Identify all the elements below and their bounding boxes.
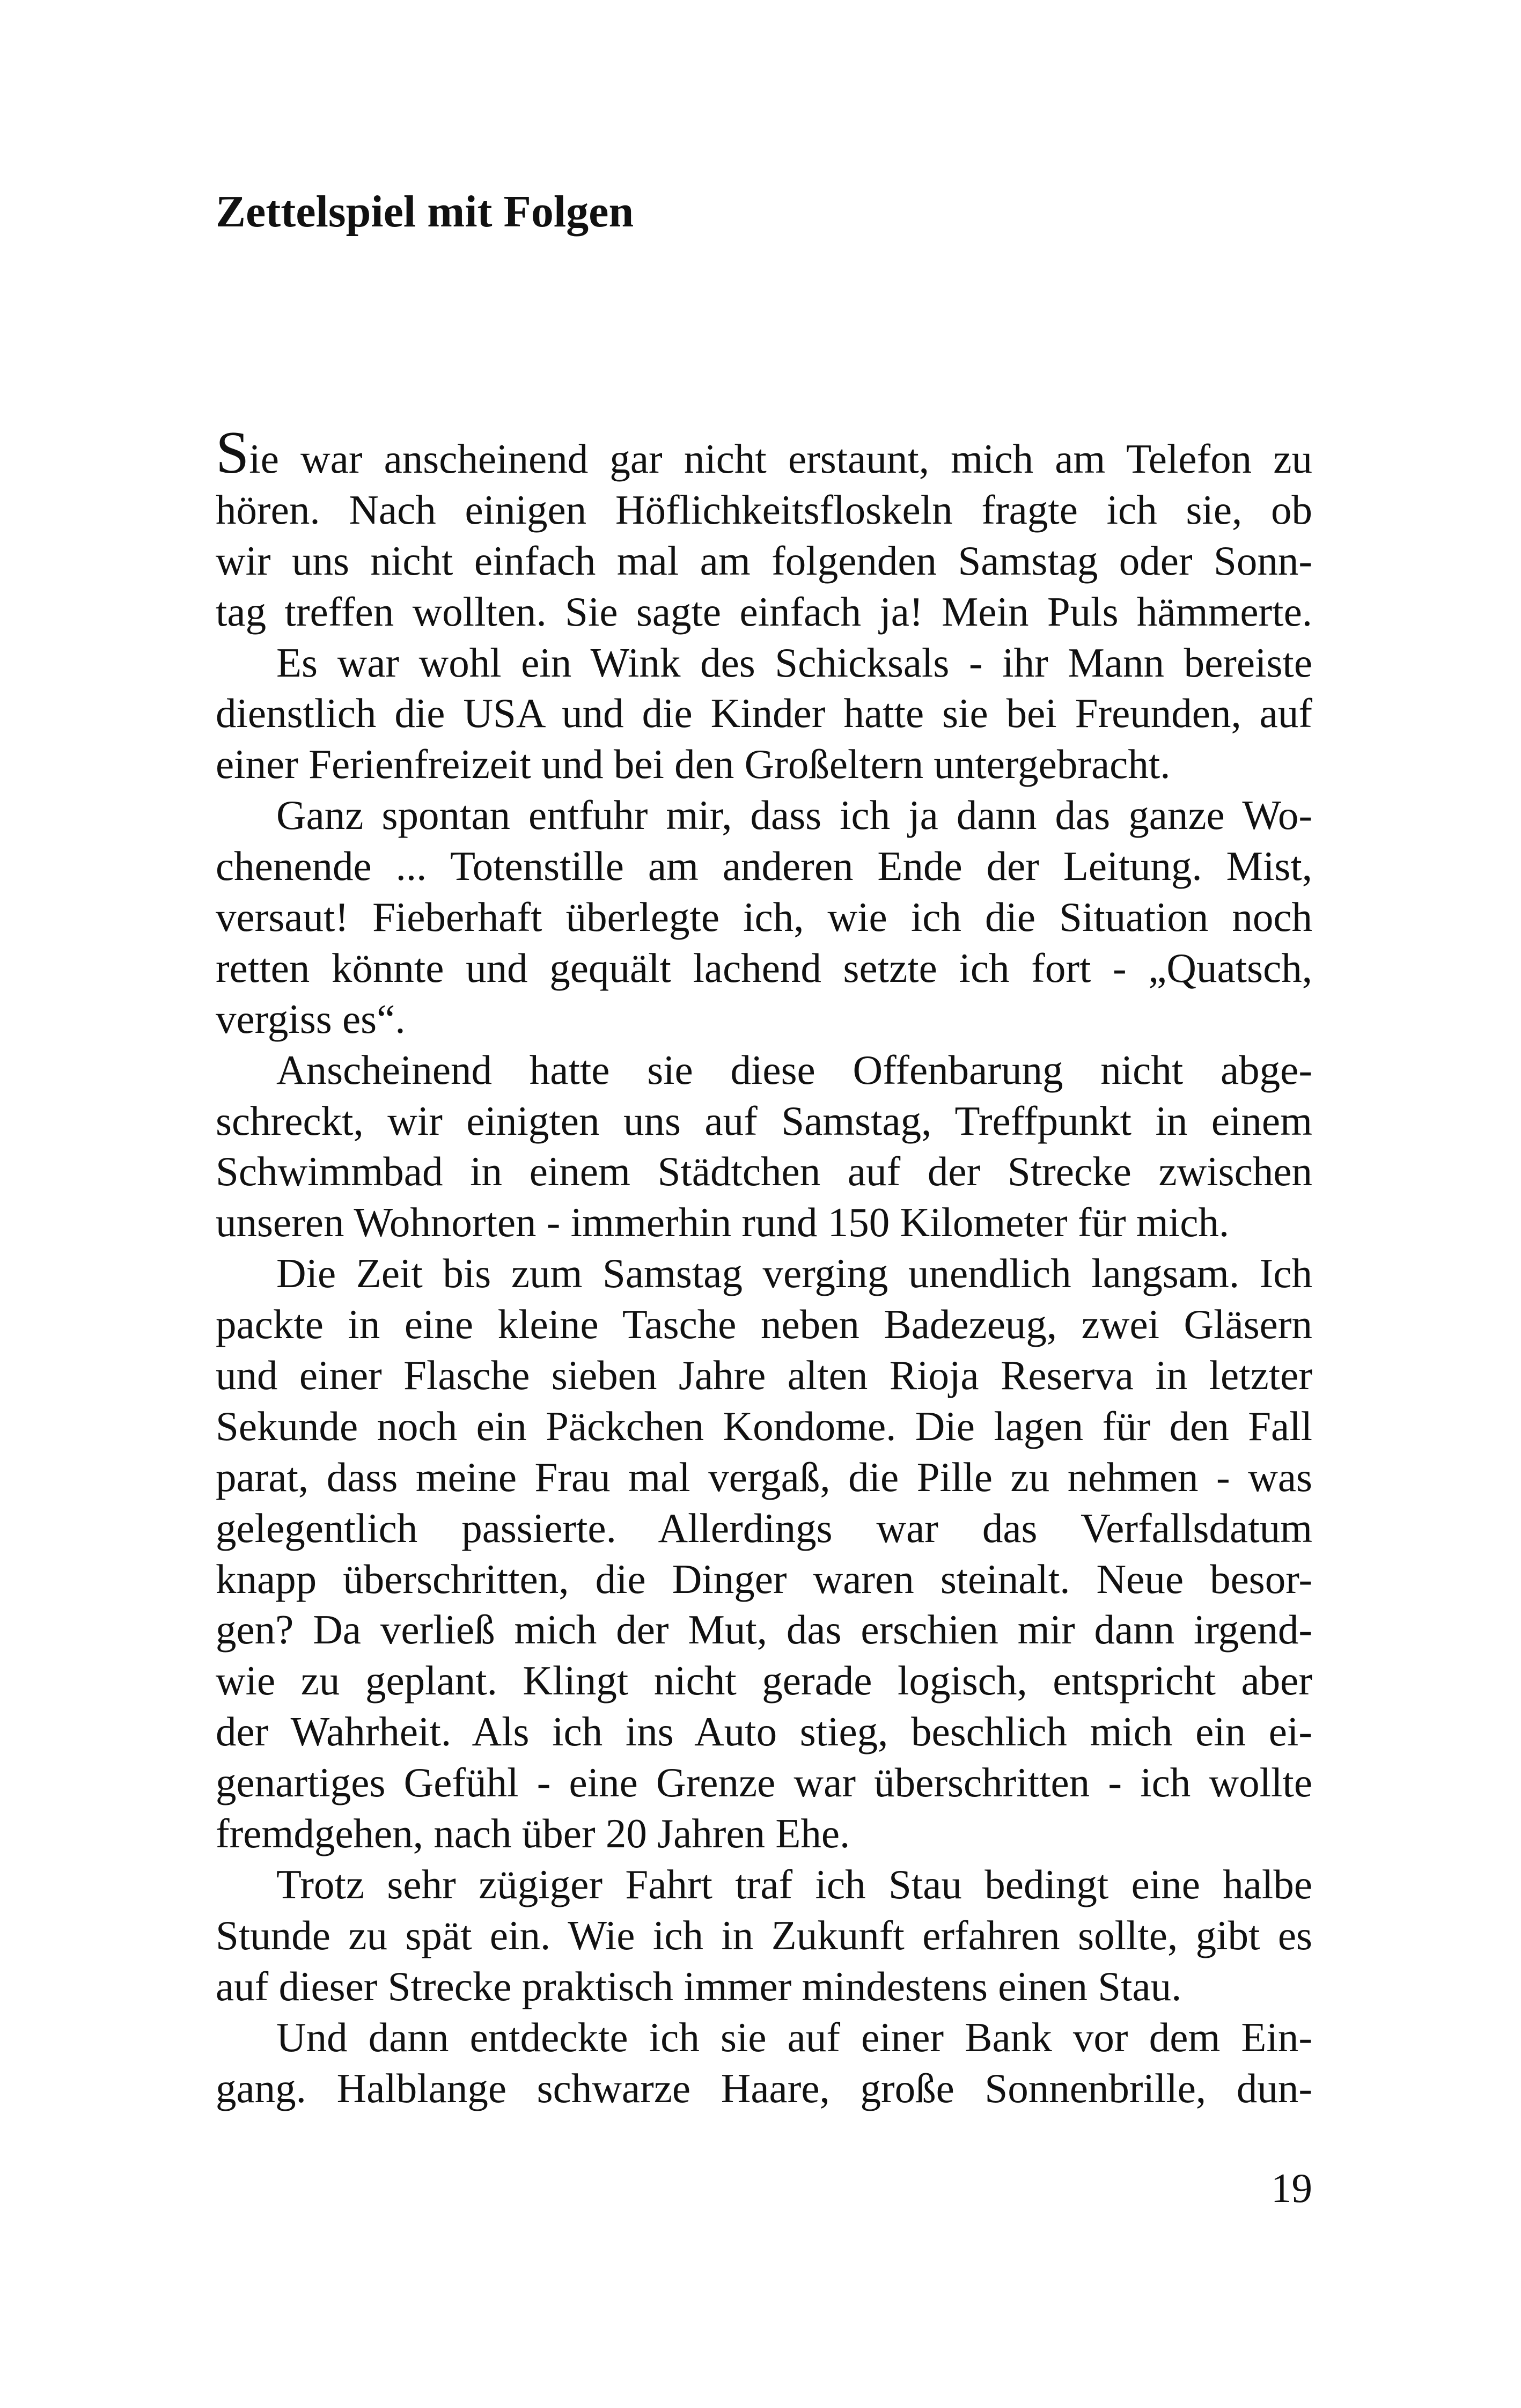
paragraph-first-line: Anscheinend hatte sie diese Offenbarung nicht abge-: [276, 1046, 1312, 1093]
text-line: chenende ... Totenstille am anderen Ende der Leitung. Mist,: [216, 843, 1312, 890]
text-line: dienstlich die USA und die Kinder hatte sie bei Freunden, auf: [216, 690, 1312, 737]
text-line: parat, dass meine Frau mal vergaß, die Pille zu nehmen - was: [216, 1453, 1312, 1500]
text-line: hören. Nach einigen Höflichkeitsfloskeln fragte ich sie, ob: [216, 486, 1312, 533]
text-line: tag treffen wollten. Sie sagte einfach ja! Mein Puls hämmerte.: [216, 588, 1312, 635]
paragraph-first-line: Es war wohl ein Wink des Schicksals - ihr Mann bereiste: [276, 639, 1312, 686]
paragraph-last-line: fremdgehen, nach über 20 Jahren Ehe.: [216, 1810, 850, 1857]
text-line: versaut! Fieberhaft überlegte ich, wie ich die Situation noch: [216, 894, 1312, 941]
text-line: gen? Da verließ mich der Mut, das erschien mir dann irgend-: [216, 1606, 1312, 1653]
paragraph-last-line: unseren Wohnorten - immerhin rund 150 Kilometer für mich.: [216, 1199, 1230, 1246]
text-line: knapp überschritten, die Dinger waren steinalt. Neue besor-: [216, 1555, 1312, 1602]
page-number: 19: [1271, 2165, 1312, 2211]
chapter-title: Zettelspiel mit Folgen: [216, 187, 634, 237]
text-line-content: ie war anscheinend gar nicht erstaunt, mich am Telefon zu: [249, 436, 1312, 482]
text-line: Sekunde noch ein Päckchen Kondome. Die lagen für den Fall: [216, 1403, 1312, 1449]
paragraph-last-line: einer Ferienfreizeit und bei den Großeltern untergebracht.: [216, 741, 1171, 788]
text-line: [216, 420, 1312, 486]
text-line: gelegentlich passierte. Allerdings war das Verfallsdatum: [216, 1504, 1312, 1551]
text-line: wir uns nicht einfach mal am folgenden Samstag oder Sonn-: [216, 537, 1312, 584]
paragraph-first-line: Trotz sehr zügiger Fahrt traf ich Stau bedingt eine halbe: [276, 1861, 1312, 1907]
paragraph-last-line: vergiss es“.: [216, 995, 406, 1042]
text-line: schreckt, wir einigten uns auf Samstag, Treffpunkt in einem: [216, 1097, 1312, 1144]
text-line: gang. Halblange schwarze Haare, große Sonnenbrille, dun-: [216, 2065, 1312, 2111]
text-line: Schwimmbad in einem Städtchen auf der Strecke zwischen: [216, 1148, 1312, 1195]
text-line: wie zu geplant. Klingt nicht gerade logisch, entspricht aber: [216, 1657, 1312, 1704]
paragraph-last-line: auf dieser Strecke praktisch immer mindestens einen Stau.: [216, 1963, 1182, 2009]
paragraph-first-line: Die Zeit bis zum Samstag verging unendlich langsam. Ich: [276, 1250, 1312, 1297]
paragraph-first-line: Ganz spontan entfuhr mir, dass ich ja dann das ganze Wo-: [276, 792, 1312, 839]
text-line: retten könnte und gequält lachend setzte ich fort - „Quatsch,: [216, 944, 1312, 991]
drop-cap-letter: S: [216, 420, 249, 486]
text-line: Stunde zu spät ein. Wie ich in Zukunft erfahren sollte, gibt es: [216, 1912, 1312, 1958]
chapter-body-text: [216, 420, 1312, 2113]
text-line: packte in eine kleine Tasche neben Badezeug, zwei Gläsern: [216, 1301, 1312, 1348]
text-line: genartiges Gefühl - eine Grenze war überschritten - ich wollte: [216, 1759, 1312, 1806]
text-line: der Wahrheit. Als ich ins Auto stieg, beschlich mich ein ei-: [216, 1708, 1312, 1755]
text-line: und einer Flasche sieben Jahre alten Rioja Reserva in letzter: [216, 1352, 1312, 1399]
paragraph-first-line: Und dann entdeckte ich sie auf einer Bank vor dem Ein-: [276, 2014, 1312, 2060]
